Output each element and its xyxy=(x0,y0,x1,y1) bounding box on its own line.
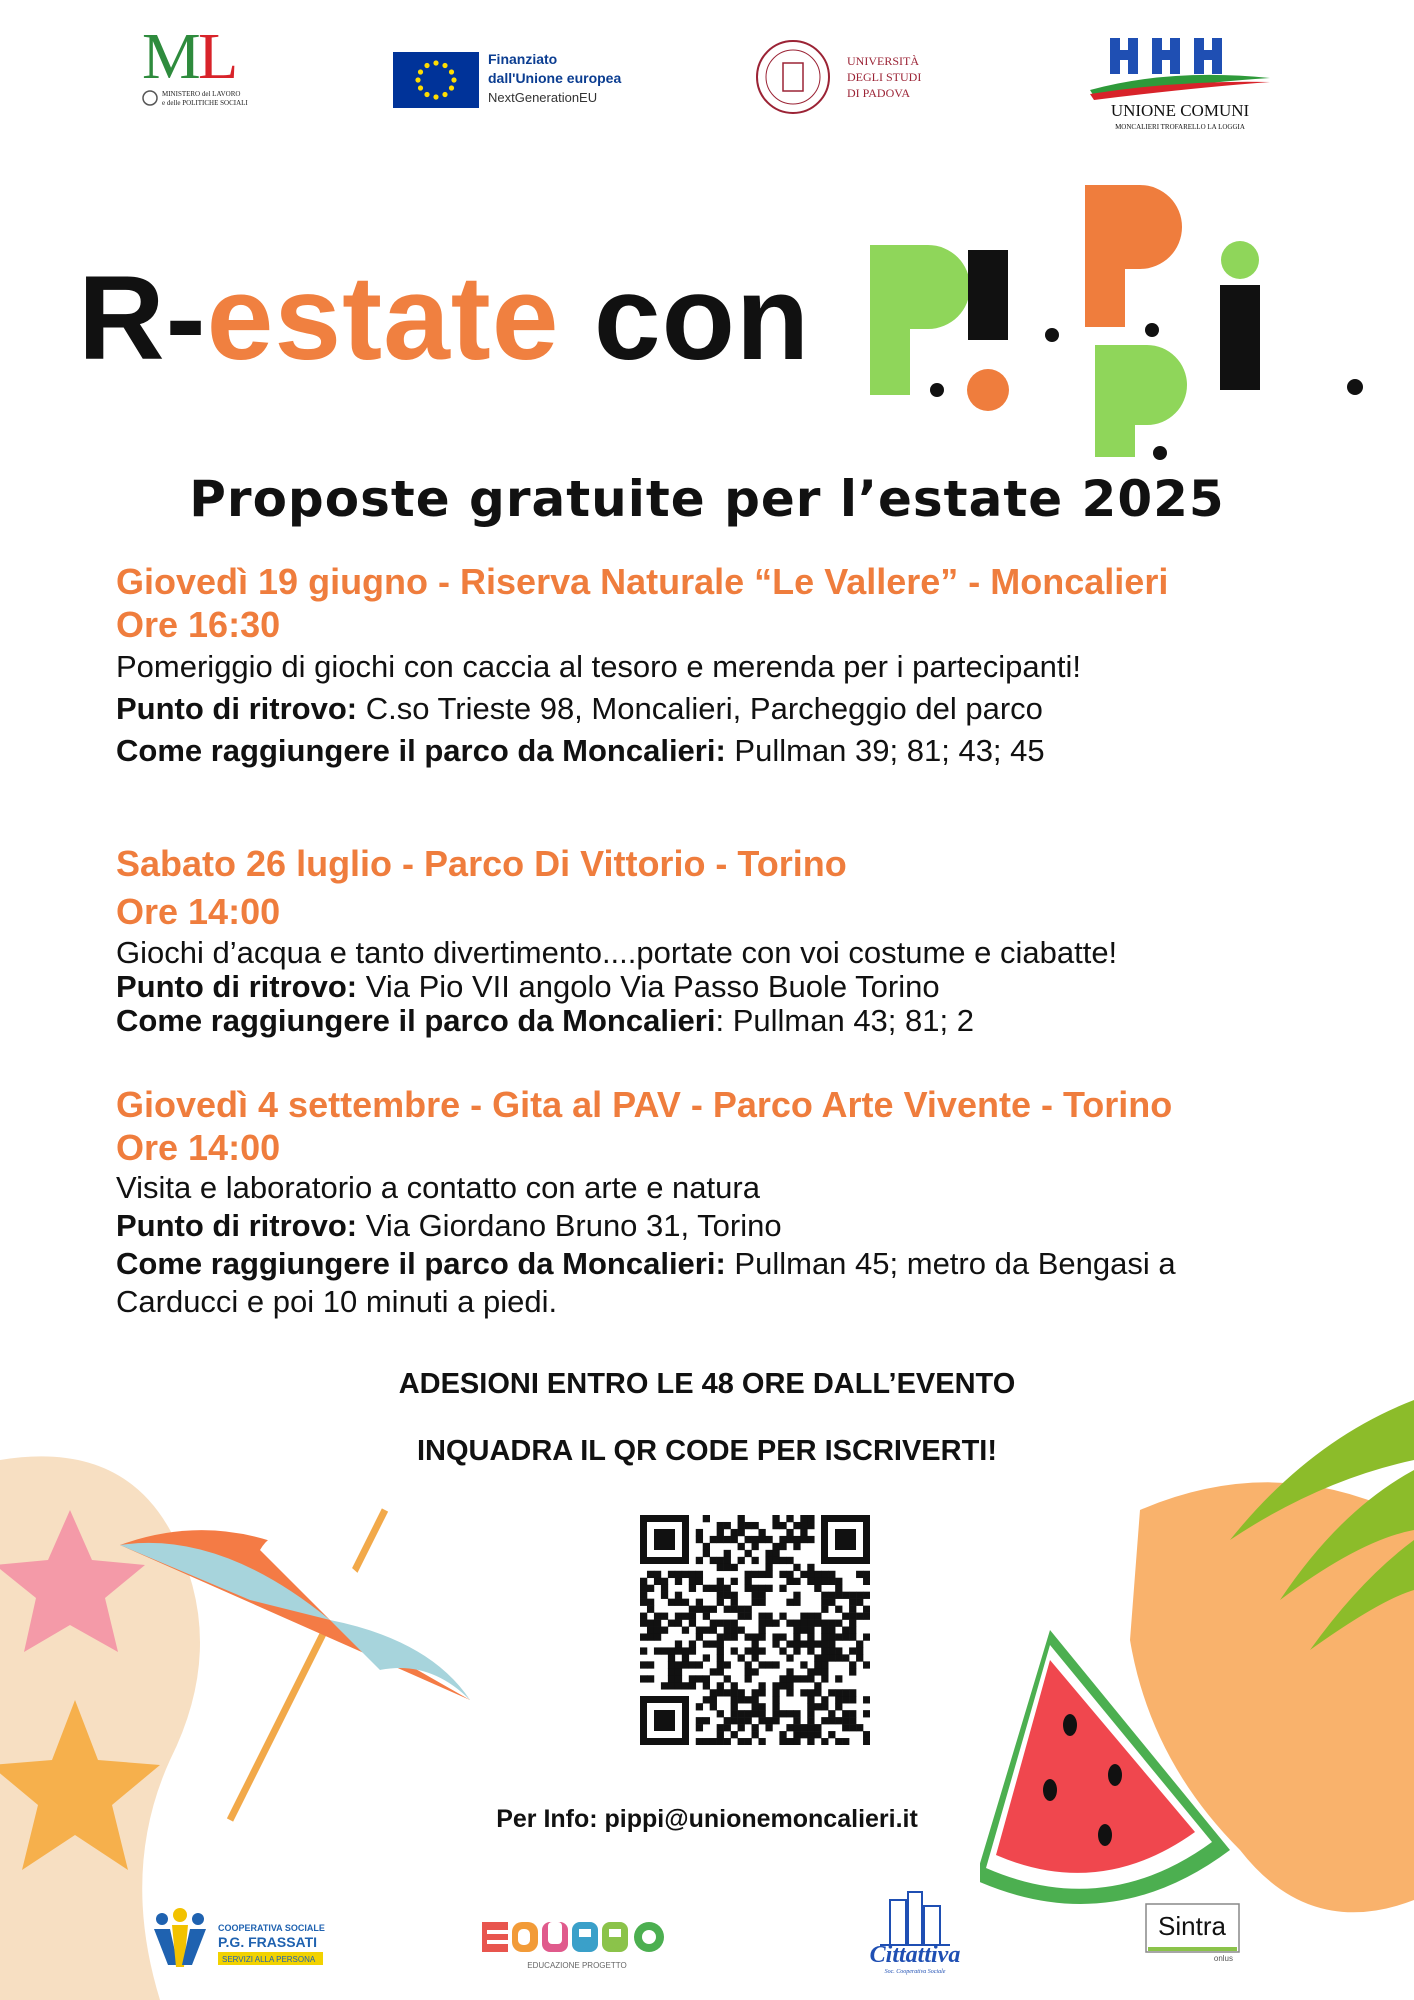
qr-instruction: INQUADRA IL QR CODE PER ISCRIVERTI! xyxy=(416,1435,998,1467)
sintra-logo xyxy=(1145,1903,1240,1963)
event-2 xyxy=(116,840,1346,1038)
pippi-logo xyxy=(860,175,1380,465)
svg-text:L: L xyxy=(198,20,239,93)
info-contact[interactable]: Per Info: pippi@unionemoncalieri.it xyxy=(496,1805,918,1833)
puzzle-icon xyxy=(1110,38,1222,74)
meeting-label: Punto di ritrovo: xyxy=(116,969,358,1004)
unione-comuni-logo xyxy=(1080,28,1280,133)
cittattiva-tagline: Soc. Cooperativa Sociale xyxy=(884,1969,946,1975)
ministry-line1: MINISTERO del LAVORO xyxy=(162,90,241,98)
event-description: Visita e laboratorio a contatto con arte e natura xyxy=(116,1170,760,1205)
cittattiva-logo xyxy=(840,1890,990,1975)
event-meeting xyxy=(116,1207,1346,1245)
eu-line3: NextGenerationEU xyxy=(488,90,598,105)
people-icon xyxy=(154,1908,206,1967)
ministry-line2: e delle POLITICHE SOCIALI xyxy=(162,99,248,107)
cittattiva-name: Cittattiva xyxy=(869,1942,961,1968)
edupro-tagline: EDUCAZIONE PROGETTO xyxy=(527,1961,627,1970)
buildings-icon xyxy=(880,1892,950,1945)
event-description: Pomeriggio di giochi con caccia al tesoro e merenda per i partecipanti! xyxy=(116,649,1081,684)
event-time: Ore 14:00 xyxy=(116,891,281,932)
event-time: Ore 16:30 xyxy=(116,604,281,645)
eu-line2: dall'Unione europea xyxy=(488,70,622,86)
event-heading: Giovedì 19 giugno - Riserva Naturale “Le Vallere” - Moncalieri xyxy=(116,561,1169,602)
sintra-tagline: onlus xyxy=(1213,1954,1233,1963)
unipd-line1: UNIVERSITÀ xyxy=(847,54,919,68)
unione-towns: MONCALIERI TROFARELLO LA LOGGIA xyxy=(1115,123,1245,131)
sintra-name: Sintra xyxy=(1158,1911,1226,1941)
meeting-value: Via Giordano Bruno 31, Torino xyxy=(357,1208,782,1243)
frassati-line3: SERVIZI ALLA PERSONA xyxy=(222,1955,316,1964)
title-part3: con xyxy=(559,251,811,385)
transport-label: Come raggiungere il parco da Moncalieri xyxy=(116,1003,716,1038)
event-meeting xyxy=(116,970,1346,1004)
page-title xyxy=(78,251,811,385)
eu-funding-logo xyxy=(393,50,683,112)
frassati-logo xyxy=(150,1905,330,1975)
title-part2: estate xyxy=(206,251,560,385)
meeting-label: Punto di ritrovo: xyxy=(116,691,358,726)
event-time: Ore 14:00 xyxy=(116,1127,281,1168)
edupro-logo xyxy=(482,1912,672,1974)
event-3 xyxy=(116,1083,1346,1321)
unione-name: UNIONE COMUNI xyxy=(1110,101,1250,120)
event-transport xyxy=(116,1245,1296,1321)
eu-line1: Finanziato xyxy=(488,51,558,67)
registration-deadline: ADESIONI ENTRO LE 48 ORE DALL’EVENTO xyxy=(398,1368,1016,1400)
svg-text:M: M xyxy=(142,20,201,93)
unipd-line3: DI PADOVA xyxy=(847,86,911,100)
transport-value: : Pullman 43; 81; 2 xyxy=(715,1003,974,1038)
event-meeting xyxy=(116,688,1346,730)
event-heading: Sabato 26 luglio - Parco Di Vittorio - Torino xyxy=(116,843,847,884)
seal-icon xyxy=(757,41,829,113)
unipd-line2: DEGLI STUDI xyxy=(847,70,922,84)
transport-label: Come raggiungere il parco da Moncalieri: xyxy=(116,733,726,768)
title-part1: R- xyxy=(78,251,207,385)
event-1 xyxy=(116,560,1346,772)
event-transport xyxy=(116,730,1346,772)
subtitle: Proposte gratuite per l’estate 2025 xyxy=(189,470,1225,528)
meeting-label: Punto di ritrovo: xyxy=(116,1208,358,1243)
event-heading: Giovedì 4 settembre - Gita al PAV - Parco Arte Vivente - Torino xyxy=(116,1084,1173,1125)
qr-code[interactable] xyxy=(640,1515,870,1745)
meeting-value: C.so Trieste 98, Moncalieri, Parcheggio del parco xyxy=(357,691,1043,726)
frassati-line1: COOPERATIVA SOCIALE xyxy=(218,1923,325,1933)
event-transport xyxy=(116,1004,1346,1038)
ministry-logo xyxy=(140,18,270,118)
unipd-logo xyxy=(755,35,945,120)
event-description: Giochi d’acqua e tanto divertimento....portate con voi costume e ciabatte! xyxy=(116,935,1118,970)
transport-label: Come raggiungere il parco da Moncalieri: xyxy=(116,1246,726,1281)
frassati-line2: P.G. FRASSATI xyxy=(218,1934,318,1950)
transport-value: Pullman 45; metro da Bengasi a Carducci e poi 10 minuti a piedi. xyxy=(116,1246,1176,1319)
meeting-value: Via Pio VII angolo Via Passo Buole Torino xyxy=(357,969,940,1004)
transport-value: Pullman 39; 81; 43; 45 xyxy=(725,733,1045,768)
